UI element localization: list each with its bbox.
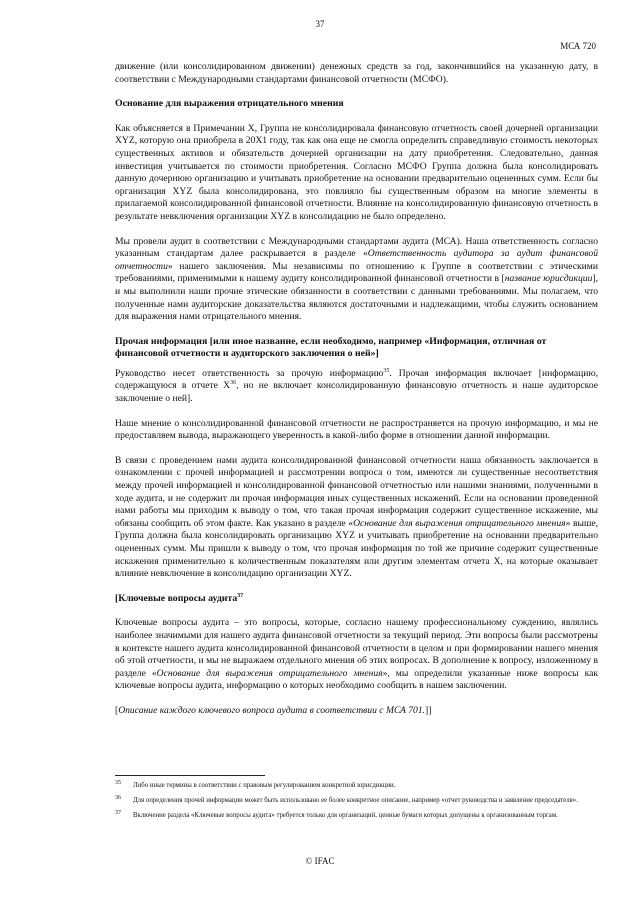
text-segment: В связи с проведением нами аудита консолидированной финансовой отчетности наша обязанность заключается в ознакомлении с прочей информацией и рассмотрении вопроса о том, имеются ли существенные несоответствия между прочей информацией и консолидированной финансовой отчетностью или нашими знаниями, полученными в ходе аудита, и не содержит ли прочая информация иных существенных искажений. Если на основании проведенной нами работы мы приходим к выводу о том, что такая прочая информация содержит существенное искажение, мы обязаны сообщить об этом факте. Как указано в разделе « xyxy=(115,454,598,529)
italic-segment: Основание для выражения отрицательного мнения xyxy=(156,667,383,679)
footnote-text: Включение раздела «Ключевые вопросы аудита» требуется только для организаций, ценные бумаги которых допущены к организованным торгам. xyxy=(133,812,558,819)
paragraph-continued: движение (или консолидированном движении) денежных средств за год, закончившийся на указанную дату, в соответствии с Международными стандартами финансовой отчетности (МСФО). xyxy=(115,61,598,85)
text-segment: . Прочая информация включает [информацию, содержащуюся в отчете X xyxy=(115,367,599,392)
text-segment: , но не включает консолидированную финансовую отчетность и наше аудиторское заключение о ней]. xyxy=(115,380,598,405)
copyright-footer: © IFAC xyxy=(305,856,335,866)
paragraph-basis-2 xyxy=(115,236,598,324)
text-segment: Мы провели аудит в соответствии с Международными стандартами аудита (МСА). Наша ответственность согласно указанным стандартам далее раскрывается в разделе « xyxy=(115,235,598,260)
footnote-text: Для определения прочей информации может быть использовано ее более конкретное описание, например «отчет руководства и заявление председателя». xyxy=(133,797,578,804)
footnote xyxy=(115,796,598,805)
text-segment: », мы определили указанные ниже вопросы как ключевые вопросы аудита, информацию о которых необходимо сообщить в нашем заключении. xyxy=(115,667,599,692)
text-segment: » выше, Группа должна была консолидировать организацию XYZ и учитывать приобретение на основании предварительно оцененных сумм. Мы пришли к выводу о том, что прочая информация по той же причине содержит существенные искажения применительно к количественным показателям или другим элементам отчета X, на которые оказывает влияние невключение в консолидацию организации XYZ. xyxy=(115,517,599,580)
text-segment: [ xyxy=(115,704,119,716)
page-number: 37 xyxy=(315,19,325,29)
footnote-number: 37 xyxy=(115,810,121,816)
heading-text: [Ключевые вопросы аудита xyxy=(115,592,238,604)
footnote-text: Либо иные термины в соответствии с правовым регулированием конкретной юрисдикции. xyxy=(133,782,396,789)
footnote xyxy=(115,811,598,820)
italic-segment: Описание каждого ключевого вопроса аудита в соответствии с МСА 701. xyxy=(118,704,426,716)
text-segment: ]] xyxy=(425,704,432,716)
italic-segment: название юрисдикции xyxy=(504,273,593,285)
paragraph-other-3 xyxy=(115,455,598,581)
footnote-number: 36 xyxy=(115,795,121,801)
text-segment: Руководство несет ответственность за прочую информацию xyxy=(115,367,384,379)
footnote-divider xyxy=(115,775,265,776)
footnote-ref-37: 37 xyxy=(237,592,244,599)
heading-basis-adverse-opinion: Основание для выражения отрицательного мнения xyxy=(115,98,344,110)
heading-key-audit-matters xyxy=(115,593,598,606)
text-segment: Ключевые вопросы аудита – это вопросы, которые, согласно нашему профессиональному суждению, являлись наиболее значимыми для нашего аудита финансовой отчетности за текущий период. Эти вопросы были рассмотрены в контексте нашего аудита консолидированной финансовой отчетности в целом и при формировании нашего мнения об этой отчетности, и мы не выражаем отдельного мнения об этих вопросах. В дополнение к вопросу, изложенному в разделе « xyxy=(115,617,598,679)
footnote-ref-35: 35 xyxy=(383,367,390,374)
footnotes xyxy=(115,781,598,826)
footnote-ref-36: 36 xyxy=(230,380,237,387)
paragraph-other-1 xyxy=(115,368,598,406)
main-content xyxy=(115,61,598,718)
paragraph-basis-1: Как объясняется в Примечании X, Группа не консолидировала финансовую отчетность своей дочерней организации XYZ, которую она приобрела в 20X1 году, так как она еще не смогла определить справедливую стоимость некоторых существенных активов и обязательств дочерней организации на дату приобретения. Следовательно, данная инвестиция учитывается по стоимости приобретения. Согласно МСФО Группа должна была консолидировать данную дочернюю организацию и учитывать приобретение на основании предварительно оцененных сумм. Если бы организация XYZ была консолидирована, это повлияло бы существенным образом на многие элементы в прилагаемой консолидированной финансовой отчетности. Влияние на консолидированную финансовую отчетность в результате невключения организации XYZ в консолидацию не было определено. xyxy=(115,122,598,222)
heading-other-information: Прочая информация [или иное название, если необходимо, например «Информация, отличная от финансовой отчетности и аудиторского заключения о ней»] xyxy=(115,335,547,360)
text-segment: ], и мы выполнили наши прочие этические обязанности в соответствии с данными требованиями. Мы полагаем, что полученные нами аудиторские доказательства являются достаточными и надлежащими, чтобы служить основанием для выражения нами отрицательного мнения. xyxy=(115,273,598,323)
paragraph-kam-description xyxy=(115,705,598,718)
italic-segment: Основание для выражения отрицательного мнения xyxy=(353,517,566,529)
standard-code: МСА 720 xyxy=(560,41,596,51)
footnote xyxy=(115,781,598,790)
paragraph-kam xyxy=(115,617,598,693)
footnote-number: 35 xyxy=(115,780,121,786)
italic-segment: Ответственность аудитора за аудит финансовой отчетности xyxy=(115,248,598,272)
text-segment: » нашего заключения. Мы независимы по отношению к Группе в соответствии с этическими требованиями, применимыми к нашему аудиту консолидированной финансовой отчетности в [ xyxy=(115,260,598,285)
paragraph-other-2: Наше мнение о консолидированной финансовой отчетности не распространяется на прочую информацию, и мы не предоставляем вывода, выражающего уверенность в какой-либо форме в отношении данной информации. xyxy=(115,417,598,442)
